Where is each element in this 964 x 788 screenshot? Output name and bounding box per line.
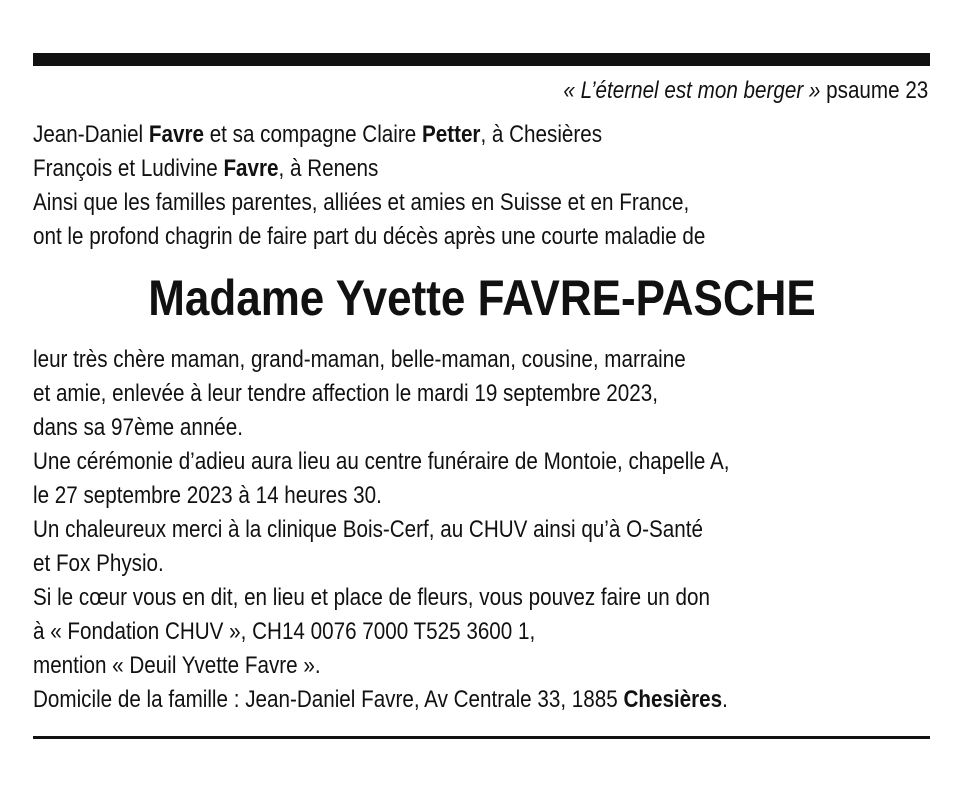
- body-line-1: leur très chère maman, grand-maman, belle-maman, cousine, marraine: [33, 346, 686, 373]
- family-line-2: [33, 152, 705, 186]
- family-line-1-part-c: et sa compagne Claire: [203, 121, 422, 148]
- address-suffix: .: [722, 686, 728, 713]
- body-line-9: à « Fondation CHUV », CH14 0076 7000 T525 3600 1,: [33, 618, 536, 645]
- family-line-1-part-a: Jean-Daniel: [33, 121, 149, 148]
- family-line-3: Ainsi que les familles parentes, alliées et amies en Suisse et en France,: [33, 189, 690, 216]
- epigraph-reference: psaume 23: [825, 77, 928, 104]
- family-line-4: ont le profond chagrin de faire part du décès après une courte maladie de: [33, 223, 706, 250]
- body-line-6: Un chaleureux merci à la clinique Bois-Cerf, au CHUV ainsi qu’à O-Santé: [33, 516, 703, 543]
- epigraph-quote: « L’éternel est mon berger »: [563, 77, 821, 104]
- body-block: [33, 343, 729, 717]
- body-line-4: Une cérémonie d’adieu aura lieu au centre funéraire de Montoie, chapelle A,: [33, 448, 730, 475]
- body-line-7: et Fox Physio.: [33, 550, 164, 577]
- body-line-5: le 27 septembre 2023 à 14 heures 30.: [33, 482, 382, 509]
- family-line-1-part-e: , à Chesières: [480, 121, 603, 148]
- body-line-3: dans sa 97ème année.: [33, 414, 244, 441]
- family-line-1-partner-surname: Petter: [421, 121, 481, 148]
- family-line-1-surname: Favre: [148, 121, 204, 148]
- family-line-1: [33, 118, 705, 152]
- epigraph: [563, 76, 928, 106]
- address-prefix: Domicile de la famille : Jean-Daniel Favre, Av Centrale 33, 1885: [33, 686, 624, 713]
- family-line-2-surname: Favre: [223, 155, 279, 182]
- family-line-2-part-a: François et Ludivine: [33, 155, 224, 182]
- family-block: [33, 118, 705, 254]
- body-line-2: et amie, enlevée à leur tendre affection le mardi 19 septembre 2023,: [33, 380, 658, 407]
- address-city: Chesières: [623, 686, 723, 713]
- bottom-rule: [33, 736, 930, 739]
- family-address: [33, 683, 729, 717]
- family-line-2-part-c: , à Renens: [278, 155, 379, 182]
- body-line-8: Si le cœur vous en dit, en lieu et place de fleurs, vous pouvez faire un don: [33, 584, 710, 611]
- deceased-name: Madame Yvette FAVRE-PASCHE: [148, 270, 816, 326]
- body-line-10: mention « Deuil Yvette Favre ».: [33, 652, 321, 679]
- top-rule: [33, 53, 930, 66]
